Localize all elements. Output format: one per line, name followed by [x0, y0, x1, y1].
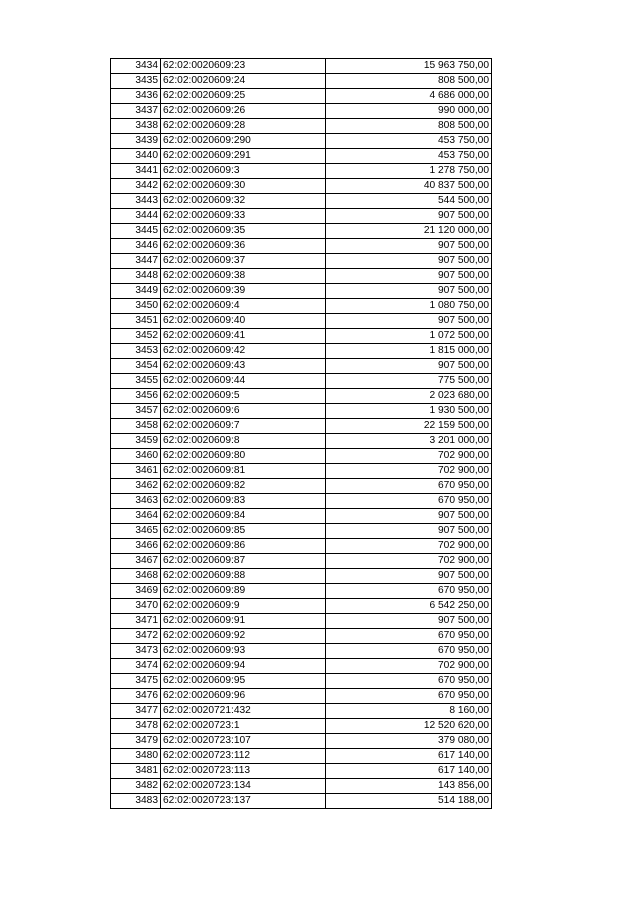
row-number-cell: 3445: [111, 224, 161, 239]
row-number-cell: 3439: [111, 134, 161, 149]
cadastral-number-cell: 62:02:0020609:36: [161, 239, 326, 254]
table-row: [111, 209, 492, 224]
table-row: [111, 509, 492, 524]
cadastral-value-cell: 21 120 000,00: [326, 224, 492, 239]
cadastral-value-cell: 670 950,00: [326, 644, 492, 659]
cadastral-number-cell: 62:02:0020723:107: [161, 734, 326, 749]
cadastral-value-cell: 670 950,00: [326, 629, 492, 644]
cadastral-number-cell: 62:02:0020609:40: [161, 314, 326, 329]
cadastral-number-cell: 62:02:0020609:8: [161, 434, 326, 449]
table-body: [111, 59, 492, 809]
cadastral-number-cell: 62:02:0020721:432: [161, 704, 326, 719]
cadastral-value-cell: 907 500,00: [326, 239, 492, 254]
table-row: [111, 569, 492, 584]
table-row: [111, 269, 492, 284]
cadastral-value-cell: 702 900,00: [326, 464, 492, 479]
cadastral-value-cell: 453 750,00: [326, 134, 492, 149]
cadastral-number-cell: 62:02:0020609:81: [161, 464, 326, 479]
cadastral-number-cell: 62:02:0020723:134: [161, 779, 326, 794]
row-number-cell: 3463: [111, 494, 161, 509]
table-row: [111, 419, 492, 434]
cadastral-value-cell: 907 500,00: [326, 359, 492, 374]
row-number-cell: 3437: [111, 104, 161, 119]
table-row: [111, 224, 492, 239]
cadastral-number-cell: 62:02:0020609:291: [161, 149, 326, 164]
cadastral-value-cell: 907 500,00: [326, 209, 492, 224]
cadastral-value-cell: 808 500,00: [326, 119, 492, 134]
cadastral-number-cell: 62:02:0020609:94: [161, 659, 326, 674]
cadastral-value-cell: 702 900,00: [326, 659, 492, 674]
cadastral-value-cell: 2 023 680,00: [326, 389, 492, 404]
row-number-cell: 3454: [111, 359, 161, 374]
cadastral-number-cell: 62:02:0020609:44: [161, 374, 326, 389]
table-row: [111, 719, 492, 734]
table-row: [111, 134, 492, 149]
cadastral-value-table: [110, 58, 492, 809]
table-row: [111, 344, 492, 359]
row-number-cell: 3481: [111, 764, 161, 779]
row-number-cell: 3459: [111, 434, 161, 449]
table-row: [111, 89, 492, 104]
cadastral-number-cell: 62:02:0020609:83: [161, 494, 326, 509]
row-number-cell: 3434: [111, 59, 161, 74]
row-number-cell: 3478: [111, 719, 161, 734]
row-number-cell: 3476: [111, 689, 161, 704]
cadastral-number-cell: 62:02:0020609:86: [161, 539, 326, 554]
row-number-cell: 3467: [111, 554, 161, 569]
cadastral-value-cell: 6 542 250,00: [326, 599, 492, 614]
cadastral-value-cell: 4 686 000,00: [326, 89, 492, 104]
cadastral-number-cell: 62:02:0020609:42: [161, 344, 326, 359]
cadastral-value-cell: 702 900,00: [326, 449, 492, 464]
row-number-cell: 3438: [111, 119, 161, 134]
cadastral-number-cell: 62:02:0020609:33: [161, 209, 326, 224]
table-row: [111, 464, 492, 479]
cadastral-number-cell: 62:02:0020609:5: [161, 389, 326, 404]
cadastral-value-cell: 1 278 750,00: [326, 164, 492, 179]
cadastral-value-cell: 514 188,00: [326, 794, 492, 809]
cadastral-value-cell: 907 500,00: [326, 524, 492, 539]
cadastral-number-cell: 62:02:0020609:35: [161, 224, 326, 239]
row-number-cell: 3457: [111, 404, 161, 419]
cadastral-number-cell: 62:02:0020609:39: [161, 284, 326, 299]
table-row: [111, 104, 492, 119]
table-row: [111, 794, 492, 809]
cadastral-value-cell: 1 072 500,00: [326, 329, 492, 344]
cadastral-number-cell: 62:02:0020723:137: [161, 794, 326, 809]
cadastral-value-cell: 1 815 000,00: [326, 344, 492, 359]
cadastral-value-cell: 670 950,00: [326, 479, 492, 494]
cadastral-value-cell: 808 500,00: [326, 74, 492, 89]
cadastral-value-cell: 1 080 750,00: [326, 299, 492, 314]
cadastral-number-cell: 62:02:0020609:43: [161, 359, 326, 374]
row-number-cell: 3436: [111, 89, 161, 104]
row-number-cell: 3482: [111, 779, 161, 794]
row-number-cell: 3479: [111, 734, 161, 749]
cadastral-value-cell: 1 930 500,00: [326, 404, 492, 419]
row-number-cell: 3451: [111, 314, 161, 329]
cadastral-number-cell: 62:02:0020609:6: [161, 404, 326, 419]
cadastral-number-cell: 62:02:0020609:91: [161, 614, 326, 629]
table-row: [111, 74, 492, 89]
table-row: [111, 119, 492, 134]
cadastral-number-cell: 62:02:0020609:41: [161, 329, 326, 344]
cadastral-value-cell: 379 080,00: [326, 734, 492, 749]
table-row: [111, 284, 492, 299]
cadastral-value-cell: 22 159 500,00: [326, 419, 492, 434]
row-number-cell: 3464: [111, 509, 161, 524]
table-row: [111, 449, 492, 464]
cadastral-number-cell: 62:02:0020609:38: [161, 269, 326, 284]
table-row: [111, 254, 492, 269]
cadastral-number-cell: 62:02:0020723:112: [161, 749, 326, 764]
table-row: [111, 149, 492, 164]
row-number-cell: 3470: [111, 599, 161, 614]
row-number-cell: 3472: [111, 629, 161, 644]
table-row: [111, 479, 492, 494]
cadastral-number-cell: 62:02:0020609:84: [161, 509, 326, 524]
row-number-cell: 3435: [111, 74, 161, 89]
cadastral-number-cell: 62:02:0020609:80: [161, 449, 326, 464]
table-row: [111, 404, 492, 419]
row-number-cell: 3480: [111, 749, 161, 764]
table-row: [111, 704, 492, 719]
cadastral-value-cell: 143 856,00: [326, 779, 492, 794]
cadastral-number-cell: 62:02:0020609:32: [161, 194, 326, 209]
table-row: [111, 434, 492, 449]
row-number-cell: 3475: [111, 674, 161, 689]
table-row: [111, 614, 492, 629]
row-number-cell: 3477: [111, 704, 161, 719]
row-number-cell: 3474: [111, 659, 161, 674]
cadastral-number-cell: 62:02:0020609:95: [161, 674, 326, 689]
cadastral-number-cell: 62:02:0020723:113: [161, 764, 326, 779]
cadastral-number-cell: 62:02:0020609:96: [161, 689, 326, 704]
table-row: [111, 494, 492, 509]
row-number-cell: 3483: [111, 794, 161, 809]
cadastral-value-cell: 907 500,00: [326, 614, 492, 629]
cadastral-value-cell: 907 500,00: [326, 284, 492, 299]
row-number-cell: 3453: [111, 344, 161, 359]
cadastral-number-cell: 62:02:0020609:9: [161, 599, 326, 614]
table-row: [111, 164, 492, 179]
row-number-cell: 3468: [111, 569, 161, 584]
cadastral-value-cell: 617 140,00: [326, 749, 492, 764]
table-row: [111, 644, 492, 659]
cadastral-value-cell: 990 000,00: [326, 104, 492, 119]
cadastral-number-cell: 62:02:0020609:25: [161, 89, 326, 104]
cadastral-value-cell: 670 950,00: [326, 584, 492, 599]
cadastral-number-cell: 62:02:0020609:93: [161, 644, 326, 659]
cadastral-value-cell: 670 950,00: [326, 689, 492, 704]
table-row: [111, 764, 492, 779]
row-number-cell: 3473: [111, 644, 161, 659]
table-row: [111, 689, 492, 704]
cadastral-number-cell: 62:02:0020609:89: [161, 584, 326, 599]
cadastral-value-cell: 40 837 500,00: [326, 179, 492, 194]
row-number-cell: 3461: [111, 464, 161, 479]
table-row: [111, 329, 492, 344]
row-number-cell: 3443: [111, 194, 161, 209]
cadastral-value-cell: 8 160,00: [326, 704, 492, 719]
row-number-cell: 3447: [111, 254, 161, 269]
cadastral-value-cell: 907 500,00: [326, 269, 492, 284]
cadastral-number-cell: 62:02:0020609:82: [161, 479, 326, 494]
row-number-cell: 3455: [111, 374, 161, 389]
cadastral-value-cell: 670 950,00: [326, 494, 492, 509]
row-number-cell: 3466: [111, 539, 161, 554]
cadastral-number-cell: 62:02:0020609:30: [161, 179, 326, 194]
row-number-cell: 3465: [111, 524, 161, 539]
cadastral-number-cell: 62:02:0020609:28: [161, 119, 326, 134]
table-row: [111, 539, 492, 554]
cadastral-value-cell: 617 140,00: [326, 764, 492, 779]
table-row: [111, 659, 492, 674]
row-number-cell: 3452: [111, 329, 161, 344]
cadastral-value-cell: 702 900,00: [326, 539, 492, 554]
table-row: [111, 524, 492, 539]
cadastral-number-cell: 62:02:0020723:1: [161, 719, 326, 734]
table-row: [111, 749, 492, 764]
table-row: [111, 374, 492, 389]
cadastral-number-cell: 62:02:0020609:85: [161, 524, 326, 539]
cadastral-value-cell: 3 201 000,00: [326, 434, 492, 449]
cadastral-value-cell: 544 500,00: [326, 194, 492, 209]
row-number-cell: 3449: [111, 284, 161, 299]
table-row: [111, 239, 492, 254]
cadastral-number-cell: 62:02:0020609:24: [161, 74, 326, 89]
row-number-cell: 3441: [111, 164, 161, 179]
cadastral-value-cell: 453 750,00: [326, 149, 492, 164]
table-row: [111, 629, 492, 644]
row-number-cell: 3440: [111, 149, 161, 164]
table-row: [111, 779, 492, 794]
cadastral-number-cell: 62:02:0020609:3: [161, 164, 326, 179]
row-number-cell: 3462: [111, 479, 161, 494]
cadastral-value-cell: 702 900,00: [326, 554, 492, 569]
cadastral-number-cell: 62:02:0020609:4: [161, 299, 326, 314]
cadastral-value-cell: 907 500,00: [326, 509, 492, 524]
table-row: [111, 554, 492, 569]
row-number-cell: 3456: [111, 389, 161, 404]
cadastral-number-cell: 62:02:0020609:7: [161, 419, 326, 434]
table-row: [111, 179, 492, 194]
cadastral-number-cell: 62:02:0020609:26: [161, 104, 326, 119]
row-number-cell: 3458: [111, 419, 161, 434]
table-row: [111, 194, 492, 209]
row-number-cell: 3446: [111, 239, 161, 254]
row-number-cell: 3444: [111, 209, 161, 224]
table-row: [111, 359, 492, 374]
row-number-cell: 3448: [111, 269, 161, 284]
table-row: [111, 734, 492, 749]
table-row: [111, 299, 492, 314]
cadastral-value-cell: 907 500,00: [326, 254, 492, 269]
row-number-cell: 3471: [111, 614, 161, 629]
cadastral-number-cell: 62:02:0020609:92: [161, 629, 326, 644]
row-number-cell: 3460: [111, 449, 161, 464]
table-row: [111, 59, 492, 74]
cadastral-value-cell: 907 500,00: [326, 569, 492, 584]
row-number-cell: 3469: [111, 584, 161, 599]
table-row: [111, 389, 492, 404]
cadastral-number-cell: 62:02:0020609:87: [161, 554, 326, 569]
table-row: [111, 674, 492, 689]
row-number-cell: 3442: [111, 179, 161, 194]
table-row: [111, 584, 492, 599]
cadastral-value-cell: 670 950,00: [326, 674, 492, 689]
table-row: [111, 314, 492, 329]
cadastral-value-cell: 12 520 620,00: [326, 719, 492, 734]
cadastral-number-cell: 62:02:0020609:88: [161, 569, 326, 584]
cadastral-number-cell: 62:02:0020609:23: [161, 59, 326, 74]
cadastral-number-cell: 62:02:0020609:290: [161, 134, 326, 149]
row-number-cell: 3450: [111, 299, 161, 314]
cadastral-number-cell: 62:02:0020609:37: [161, 254, 326, 269]
cadastral-value-cell: 775 500,00: [326, 374, 492, 389]
table-row: [111, 599, 492, 614]
cadastral-value-cell: 907 500,00: [326, 314, 492, 329]
cadastral-value-cell: 15 963 750,00: [326, 59, 492, 74]
